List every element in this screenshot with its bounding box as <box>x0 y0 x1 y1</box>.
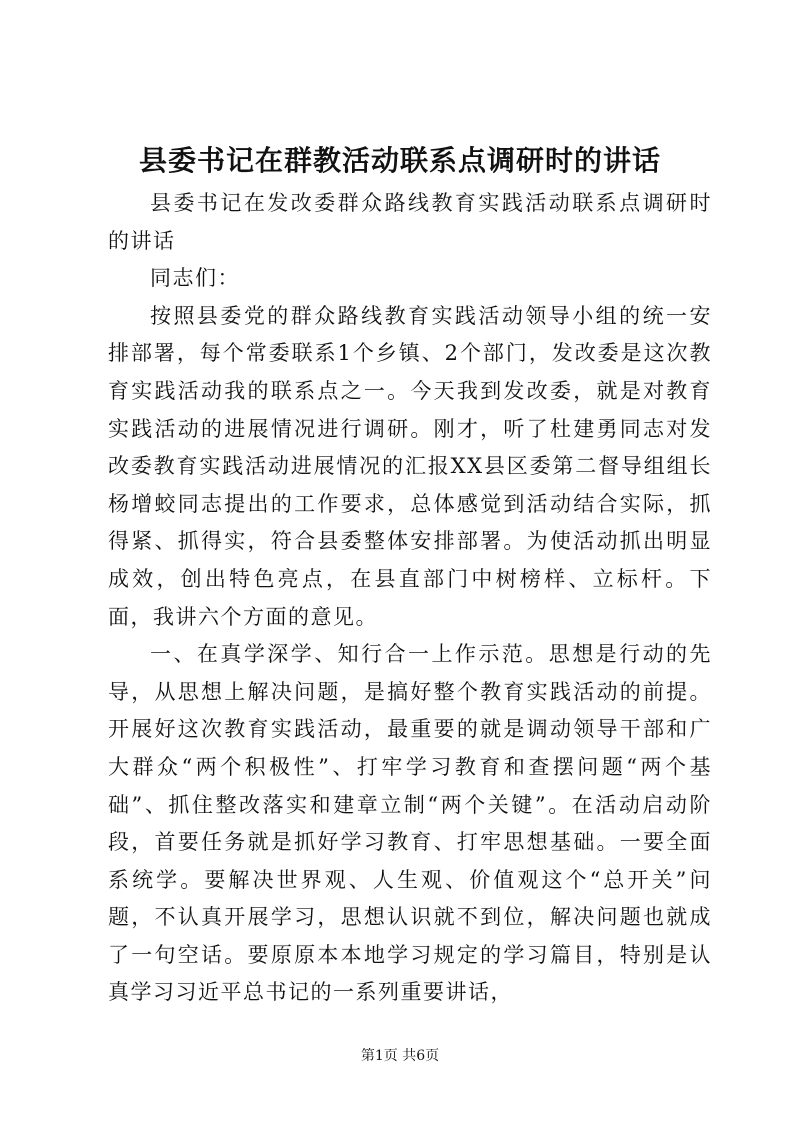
paragraph-subtitle: 县委书记在发改委群众路线教育实践活动联系点调研时的讲话 <box>108 191 712 253</box>
page-number-footer: 第1页 共6页 <box>360 1048 440 1064</box>
document-body <box>108 185 712 1012</box>
paragraph-intro: 按照县委党的群众路线教育实践活动领导小组的统一安排部署，每个常委联系1个乡镇、2个部门，发改委是这次教育实践活动我的联系点之一。今天我到发改委，就是对教育实践活动的进展情况进行调研。刚才，听了杜建勇同志对发改委教育实践活动进展情况的汇报XX县区委第二督导组组长杨增蛟同志提出的工作要求，总体感觉到活动结合实际，抓得紧、抓得实，符合县委整体安排部署。为使活动抓出明显成效，创出特色亮点，在县直部门中树榜样、立标杆。下面，我讲六个方面的意见。 <box>108 303 712 629</box>
paragraph-salutation: 同志们： <box>150 266 240 291</box>
paragraph-section-one: 一、在真学深学、知行合一上作示范。思想是行动的先导，从思想上解决问题，是搞好整个教育实践活动的前提。开展好这次教育实践活动，最重要的就是调动领导干部和广大群众“两个积极性”、打牢学习教育和查摆问题“两个基础”、抓住整改落实和建章立制“两个关键”。在活动启动阶段，首要任务就是抓好学习教育、打牢思想基础。一要全面系统学。要解决世界观、人生观、价值观这个“总开关”问题，不认真开展学习，思想认识就不到位，解决问题也就成了一句空话。要原原本本地学习规定的学习篇目，特别是认真学习习近平总书记的一系列重要讲话， <box>108 642 712 1005</box>
document-title: 县委书记在群教活动联系点调研时的讲话 <box>138 144 661 177</box>
